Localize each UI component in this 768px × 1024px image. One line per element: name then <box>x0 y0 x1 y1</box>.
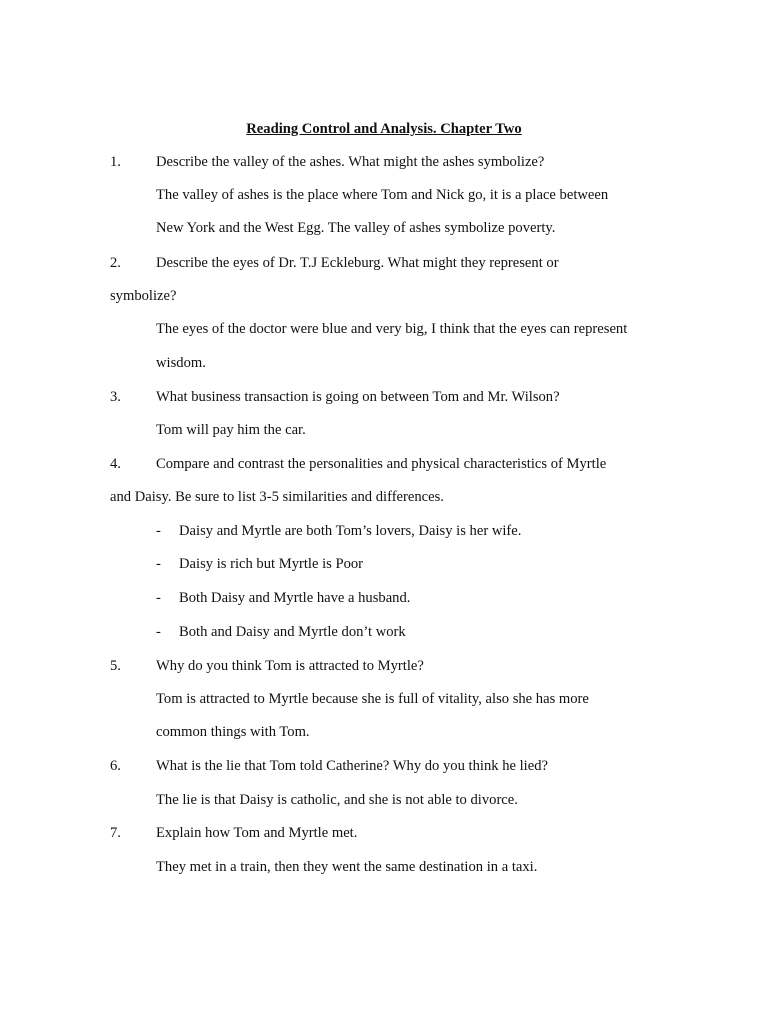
question-7-answer-line-1: They met in a train, then they went the same destination in a taxi. <box>156 859 538 875</box>
question-2-text: Describe the eyes of Dr. T.J Eckleburg. What might they represent or <box>156 255 559 271</box>
question-4-bullet-4: Both and Daisy and Myrtle don’t work <box>179 624 406 640</box>
question-7-text: Explain how Tom and Myrtle met. <box>156 825 358 841</box>
question-4-bullet-1: Daisy and Myrtle are both Tom’s lovers, Daisy is her wife. <box>179 523 522 539</box>
question-6-number: 6. <box>110 758 121 774</box>
question-1-number: 1. <box>110 154 121 170</box>
bullet-marker: - <box>156 523 161 539</box>
page-title: Reading Control and Analysis. Chapter Two <box>246 121 522 137</box>
question-2-answer-line-2: wisdom. <box>156 355 206 371</box>
question-3-number: 3. <box>110 389 121 405</box>
question-2-text-continuation: symbolize? <box>110 288 177 304</box>
question-4-number: 4. <box>110 456 121 472</box>
question-2-number: 2. <box>110 255 121 271</box>
question-4-bullet-2: Daisy is rich but Myrtle is Poor <box>179 556 364 572</box>
question-2-answer-line-1: The eyes of the doctor were blue and very big, I think that the eyes can represent <box>156 321 628 337</box>
question-7-number: 7. <box>110 825 121 841</box>
question-5-text: Why do you think Tom is attracted to Myrtle? <box>156 658 424 674</box>
question-5-answer-line-1: Tom is attracted to Myrtle because she is full of vitality, also she has more <box>156 691 589 707</box>
question-1-answer-line-2: New York and the West Egg. The valley of ashes symbolize poverty. <box>156 220 556 236</box>
question-4-bullet-3: Both Daisy and Myrtle have a husband. <box>179 590 411 606</box>
question-6-answer-line-1: The lie is that Daisy is catholic, and she is not able to divorce. <box>156 792 518 808</box>
bullet-marker: - <box>156 624 161 640</box>
question-3-text: What business transaction is going on between Tom and Mr. Wilson? <box>156 389 560 405</box>
question-5-answer-line-2: common things with Tom. <box>156 724 310 740</box>
question-3-answer-line-1: Tom will pay him the car. <box>156 422 306 438</box>
bullet-marker: - <box>156 556 161 572</box>
question-4-text: Compare and contrast the personalities and physical characteristics of Myrtle <box>156 456 607 472</box>
question-4-text-continuation: and Daisy. Be sure to list 3-5 similarities and differences. <box>110 489 444 505</box>
question-1-text: Describe the valley of the ashes. What might the ashes symbolize? <box>156 154 545 170</box>
question-5-number: 5. <box>110 658 121 674</box>
question-1-answer-line-1: The valley of ashes is the place where Tom and Nick go, it is a place between <box>156 187 609 203</box>
question-6-text: What is the lie that Tom told Catherine? Why do you think he lied? <box>156 758 548 774</box>
bullet-marker: - <box>156 590 161 606</box>
